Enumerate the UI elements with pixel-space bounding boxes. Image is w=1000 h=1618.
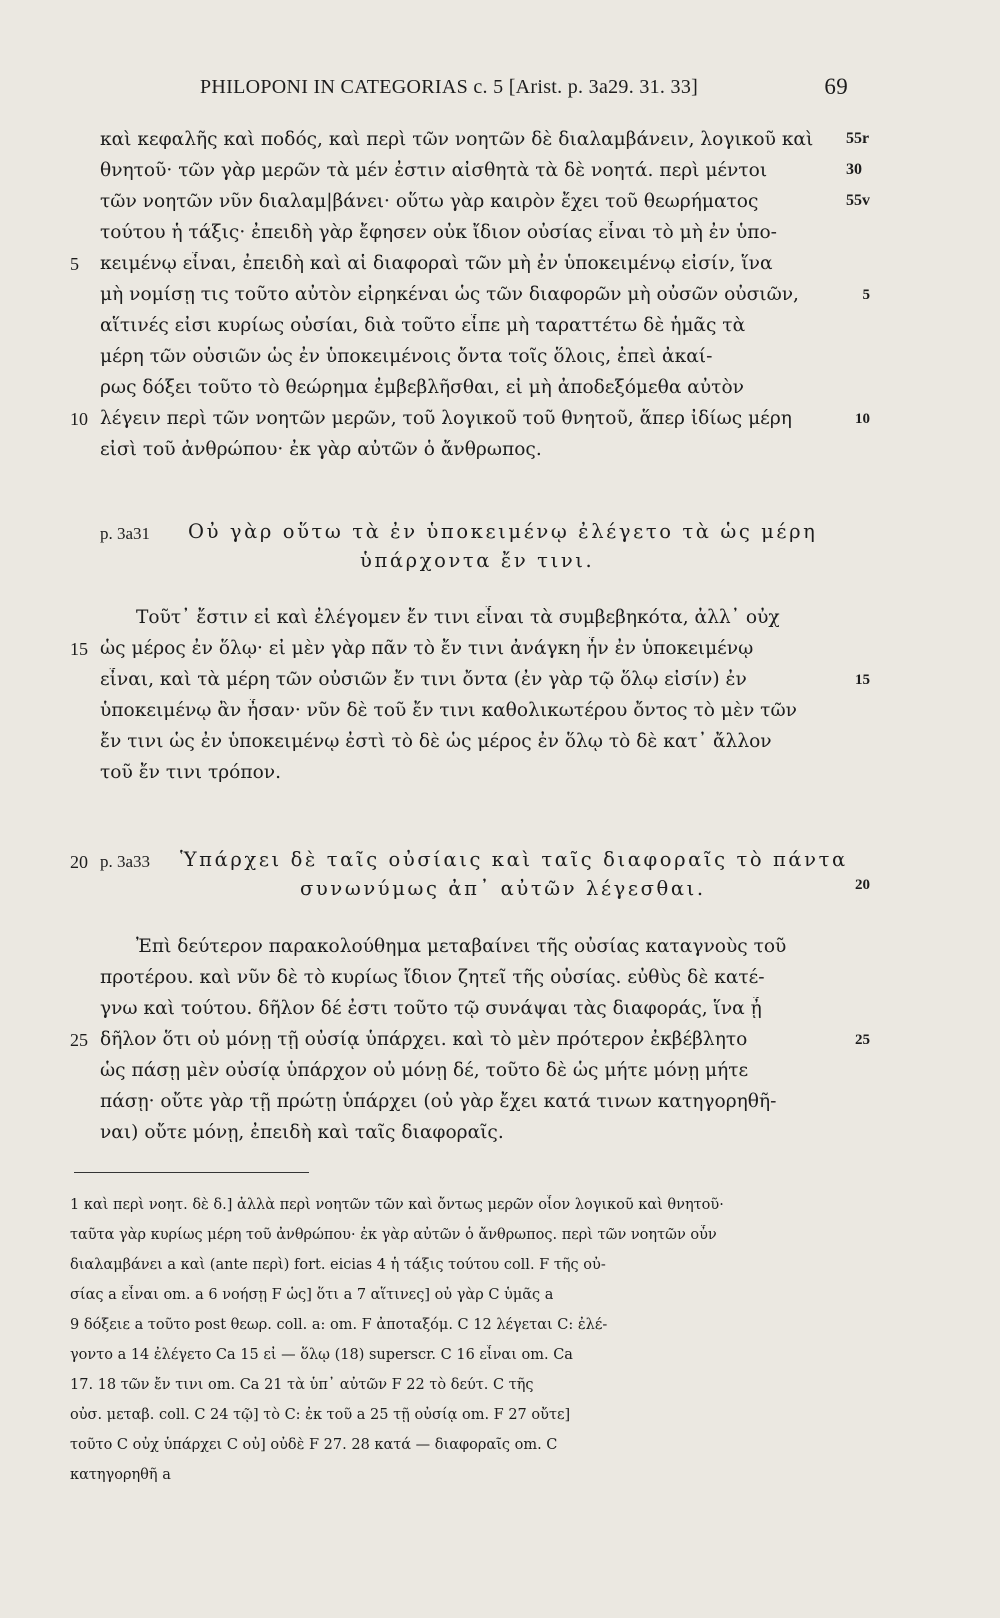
lemma-text: Οὐ γὰρ οὕτω τὰ ἐν ὑποκειμένῳ ἐλέγετο τὰ ὡς μέρη [188,520,818,543]
text-line: ὡς πάσῃ μὲν οὐσίᾳ ὑπάρχον οὐ μόνῃ δέ, τοῦτο δὲ ὡς μήτε μόνῃ μήτε [100,1060,749,1081]
page-number: 69 [824,74,848,99]
text-line: αἵτινές εἰσι κυρίως οὐσίαι, διὰ τοῦτο εἶπε μὴ ταραττέτω δὲ ἡμᾶς τὰ [100,315,746,336]
line-number-right: 15 [855,672,870,688]
folio-marker: 55r [846,130,870,147]
text-line: θνητοῦ· τῶν γὰρ μερῶν τὰ μέν ἐστιν αἰσθητὰ τὰ δὲ νοητά. περὶ μέντοι [100,160,768,181]
footnote-line: οὐσ. μεταβ. coll. C 24 τῷ] τὸ C: ἐκ τοῦ a 25 τῇ οὐσίᾳ om. F 27 οὔτε] [70,1407,571,1423]
footnote-line: τοῦτο C οὐχ ὑπάρχει C οὐ] οὐδὲ F 27. 28 κατά — διαφοραῖς om. C [70,1437,558,1453]
line-number-left: 10 [70,409,88,429]
text-line: εἰσὶ τοῦ ἀνθρώπου· ἐκ γὰρ αὐτῶν ὁ ἄνθρωπος. [100,439,542,460]
text-line: ναι) οὔτε μόνῃ, ἐπειδὴ καὶ ταῖς διαφοραῖς. [100,1122,504,1143]
text-line: πάσῃ· οὔτε γὰρ τῇ πρώτῃ ὑπάρχει (οὐ γὰρ ἔχει κατά τινων κατηγορηθῆ- [100,1091,777,1112]
text-line: δῆλον ὅτι οὐ μόνῃ τῇ οὐσίᾳ ὑπάρχει. καὶ τὸ μὲν πρότερον ἐκβέβλητο [100,1029,748,1050]
text-line: λέγειν περὶ τῶν νοητῶν μερῶν, τοῦ λογικοῦ τοῦ θνητοῦ, ἅπερ ἰδίως μέρη [100,408,792,429]
running-title: PHILOPONI IN CATEGORIAS c. 5 [Arist. p. 3a29. 31. 33] [200,76,699,98]
line-number-right: 20 [855,877,870,893]
text-line: γνω καὶ τούτου. δῆλον δέ ἐστι τοῦτο τῷ συνάψαι τὰς διαφοράς, ἵνα ᾖ [100,998,762,1019]
text-line: μέρη τῶν οὐσιῶν ὡς ἐν ὑποκειμένοις ὄντα τοῖς ὅλοις, ἐπεὶ ἀκαί- [100,346,713,367]
aristotle-reference: p. 3a33 [100,852,151,871]
text-line: Τοῦτ᾽ ἔστιν εἰ καὶ ἐλέγομεν ἔν τινι εἶναι τὰ συμβεβηκότα, ἀλλ᾽ οὐχ [136,607,780,628]
line-number-left: 20 [70,852,88,872]
line-number-left: 25 [70,1030,88,1050]
text-line: κειμένῳ εἶναι, ἐπειδὴ καὶ αἱ διαφοραὶ τῶν μὴ ἐν ὑποκειμένῳ εἰσίν, ἵνα [100,253,773,274]
text-line: τοῦ ἔν τινι τρόπον. [100,762,282,783]
lemma-text: Ὑπάρχει δὲ ταῖς οὐσίαις καὶ ταῖς διαφοραῖς τὸ πάντα [180,848,848,871]
text-line: ὡς μέρος ἐν ὅλῳ· εἰ μὲν γὰρ πᾶν τὸ ἔν τινι ἀνάγκη ἦν ἐν ὑποκειμένῳ [100,638,754,659]
footnote-line: κατηγορηθῆ a [70,1467,171,1483]
footnote-line: 9 δόξειε a τοῦτο post θεωρ. coll. a: om. F ἀποταξόμ. C 12 λέγεται C: ἐλέ- [70,1317,608,1333]
footnote-line: 17. 18 τῶν ἔν τινι om. Ca 21 τὰ ὑπ᾽ αὐτῶν F 22 τὸ δεύτ. C τῆς [70,1377,534,1393]
line-number-right: 30 [846,161,862,178]
line-number-left: 5 [70,254,79,274]
footnote-line: σίας a εἶναι om. a 6 νοήσῃ F ὡς] ὅτι a 7 αἵτινες] οὐ γὰρ C ὑμᾶς a [70,1287,554,1303]
text-line: προτέρου. καὶ νῦν δὲ τὸ κυρίως ἴδιον ζητεῖ τῆς οὐσίας. εὐθὺς δὲ κατέ- [100,967,765,988]
text-line: ρως δόξει τοῦτο τὸ θεώρημα ἐμβεβλῆσθαι, εἰ μὴ ἀποδεξόμεθα αὐτὸν [100,377,744,398]
footnote-line: ταῦτα γὰρ κυρίως μέρη τοῦ ἀνθρώπου· ἐκ γὰρ αὐτῶν ὁ ἄνθρωπος. περὶ τῶν νοητῶν οὖν [70,1227,717,1243]
footnote-line: 1 καὶ περὶ νοητ. δὲ δ.] ἀλλὰ περὶ νοητῶν τῶν καὶ ὄντως μερῶν οἷον λογικοῦ καὶ θνητοῦ· [70,1197,724,1213]
footnote-line: διαλαμβάνει a καὶ (ante περὶ) fort. eicias 4 ἡ τάξις τούτου coll. F τῆς οὐ- [70,1257,606,1273]
line-number-right: 25 [855,1032,870,1048]
text-line: τούτου ἡ τάξις· ἐπειδὴ γὰρ ἔφησεν οὐκ ἴδιον οὐσίας εἶναι τὸ μὴ ἐν ὑπο- [100,222,777,243]
text-line: ὑποκειμένῳ ἂν ἦσαν· νῦν δὲ τοῦ ἔν τινι καθολικωτέρου ὄντος τὸ μὲν τῶν [100,700,797,721]
lemma-text: ὑπάρχοντα ἔν τινι. [360,549,595,572]
line-number-right: 10 [855,411,870,427]
line-number-right: 5 [862,287,870,303]
lemma-text: συνωνύμως ἀπ᾽ αὐτῶν λέγεσθαι. [300,877,706,900]
text-line: Ἐπὶ δεύτερον παρακολούθημα μεταβαίνει τῆς οὐσίας καταγνοὺς τοῦ [136,936,787,957]
text-line: μὴ νομίσῃ τις τοῦτο αὐτὸν εἰρηκέναι ὡς τῶν διαφορῶν μὴ οὐσῶν οὐσιῶν, [100,284,799,305]
text-line: ἔν τινι ὡς ἐν ὑποκειμένῳ ἐστὶ τὸ δὲ ὡς μέρος ἐν ὅλῳ τὸ δὲ κατ᾽ ἄλλον [100,731,772,752]
footnote-line: γοντο a 14 ἐλέγετο Ca 15 εἰ — ὅλῳ (18) superscr. C 16 εἶναι om. Ca [70,1347,573,1363]
footnote-rule [74,1172,309,1173]
line-number-left: 15 [70,639,88,659]
folio-marker: 55v [846,192,870,209]
text-line: τῶν νοητῶν νῦν διαλαμ|βάνει· οὕτω γὰρ καιρὸν ἔχει τοῦ θεωρήματος [100,191,759,212]
text-line: καὶ κεφαλῆς καὶ ποδός, καὶ περὶ τῶν νοητῶν δὲ διαλαμβάνειν, λογικοῦ καὶ [100,129,814,150]
running-header [200,76,848,110]
text-line: εἶναι, καὶ τὰ μέρη τῶν οὐσιῶν ἔν τινι ὄντα (ἐν γὰρ τῷ ὅλῳ εἰσίν) ἐν [100,669,747,690]
aristotle-reference: p. 3a31 [100,524,151,543]
